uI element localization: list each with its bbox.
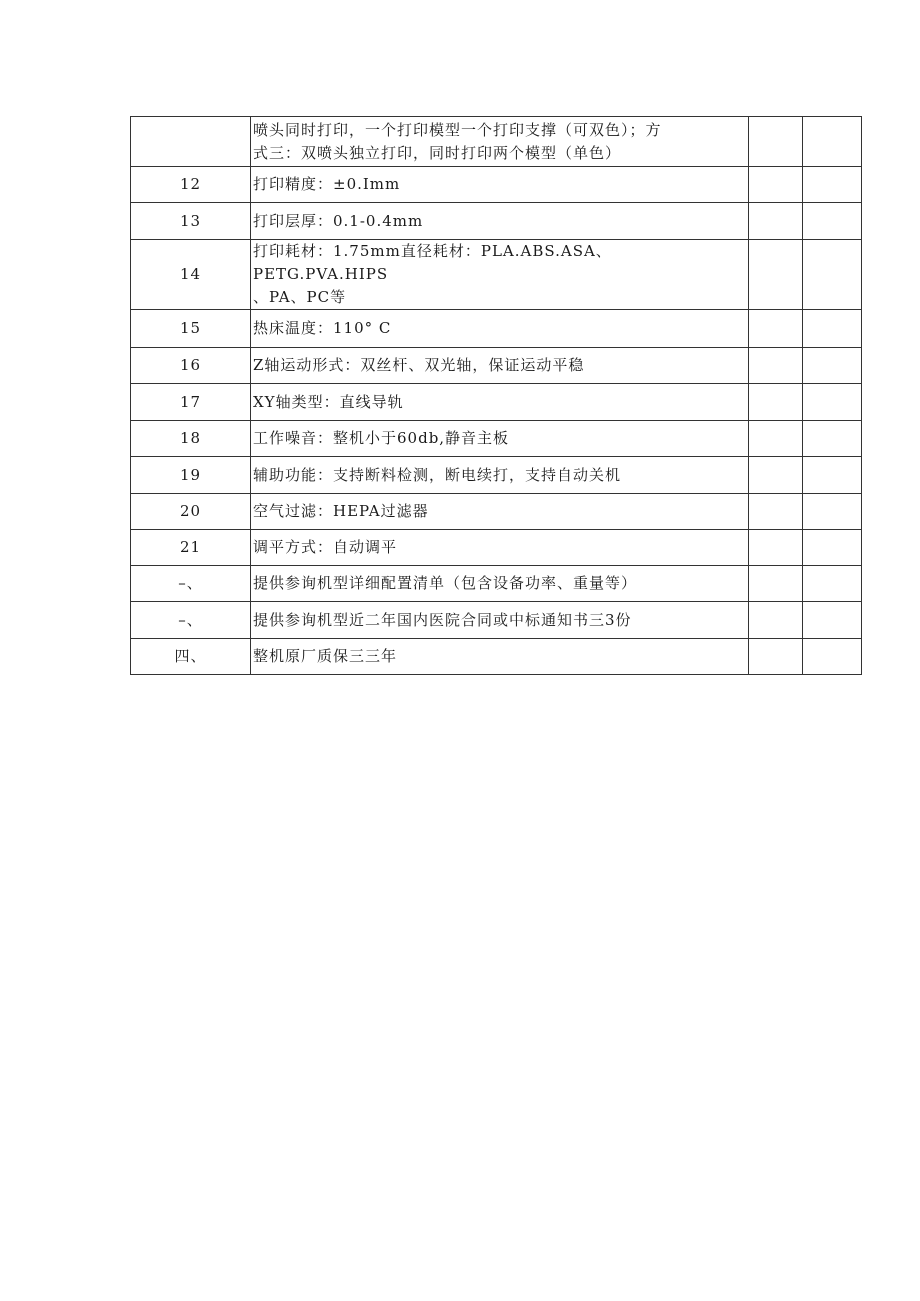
response-cell: [749, 310, 803, 348]
response-cell: [749, 348, 803, 384]
row-description: [251, 117, 749, 167]
response-cell: [749, 421, 803, 457]
table-row: [131, 348, 862, 384]
row-description: [251, 639, 749, 675]
table-row: [131, 421, 862, 457]
description-line: 打印耗材：1.75mm直径耗材：PLA.ABS.ASA、PETG.PVA.HIPS: [253, 242, 612, 283]
response-cell: [749, 240, 803, 310]
response-cell: [749, 457, 803, 494]
description-line: 提供参询机型详细配置清单（包含设备功率、重量等）: [253, 574, 638, 592]
remark-cell: [803, 384, 862, 421]
row-number: 16: [131, 348, 251, 384]
response-cell: [749, 494, 803, 530]
response-cell: [749, 203, 803, 240]
row-description: [251, 530, 749, 566]
row-description: [251, 602, 749, 639]
response-cell: [749, 530, 803, 566]
row-number: 18: [131, 421, 251, 457]
row-number: [131, 117, 251, 167]
row-description: [251, 421, 749, 457]
response-cell: [749, 384, 803, 421]
remark-cell: [803, 240, 862, 310]
remark-cell: [803, 310, 862, 348]
table-row: [131, 530, 862, 566]
row-description: [251, 240, 749, 310]
row-description: [251, 310, 749, 348]
description-line: 、PA、PC等: [253, 288, 347, 306]
description-line: 整机原厂质保三三年: [253, 647, 398, 665]
row-number: 14: [131, 240, 251, 310]
remark-cell: [803, 348, 862, 384]
table-row: [131, 117, 862, 167]
row-number: 20: [131, 494, 251, 530]
response-cell: [749, 566, 803, 602]
description-line: 式三：双喷头独立打印，同时打印两个模型（单色）: [253, 143, 622, 162]
remark-cell: [803, 566, 862, 602]
remark-cell: [803, 494, 862, 530]
row-description: [251, 494, 749, 530]
description-line: 打印层厚：0.1-0.4mm: [253, 211, 424, 230]
description-line: XY轴类型：直线导轨: [253, 392, 404, 411]
row-number: 17: [131, 384, 251, 421]
description-line: 工作噪音：整机小于60db,静音主板: [253, 429, 510, 447]
table-row: [131, 203, 862, 240]
description-line: 调平方式：自动调平: [253, 538, 398, 556]
row-description: [251, 167, 749, 203]
table-row: [131, 494, 862, 530]
row-number: –、: [131, 566, 251, 602]
row-number: 四、: [131, 639, 251, 675]
row-description: [251, 384, 749, 421]
description-line: 空气过滤：HEPA过滤器: [253, 502, 429, 520]
remark-cell: [803, 203, 862, 240]
row-number: 19: [131, 457, 251, 494]
description-line: 辅助功能：支持断料检测，断电续打，支持自动关机: [253, 465, 622, 484]
table-row: [131, 457, 862, 494]
table-row: [131, 167, 862, 203]
table-row: [131, 384, 862, 421]
response-cell: [749, 639, 803, 675]
remark-cell: [803, 167, 862, 203]
table-row: [131, 602, 862, 639]
remark-cell: [803, 530, 862, 566]
row-number: 13: [131, 203, 251, 240]
description-line: 提供参询机型近二年国内医院合同或中标通知书三3份: [253, 610, 632, 629]
row-number: 21: [131, 530, 251, 566]
remark-cell: [803, 602, 862, 639]
table-row: [131, 310, 862, 348]
table-row: [131, 639, 862, 675]
description-line: 热床温度：110° C: [253, 319, 392, 337]
remark-cell: [803, 117, 862, 167]
description-line: 喷头同时打印，一个打印模型一个打印支撑（可双色）；方: [253, 120, 662, 139]
row-description: [251, 203, 749, 240]
row-description: [251, 566, 749, 602]
row-number: –、: [131, 602, 251, 639]
spec-table: [130, 116, 862, 675]
description-line: Z轴运动形式：双丝杆、双光轴，保证运动平稳: [253, 356, 585, 374]
table-row: [131, 566, 862, 602]
row-description: [251, 348, 749, 384]
remark-cell: [803, 639, 862, 675]
row-number: 15: [131, 310, 251, 348]
description-line: 打印精度：±0.Imm: [253, 175, 401, 193]
row-number: 12: [131, 167, 251, 203]
remark-cell: [803, 421, 862, 457]
table-row: [131, 240, 862, 310]
response-cell: [749, 167, 803, 203]
row-description: [251, 457, 749, 494]
response-cell: [749, 602, 803, 639]
remark-cell: [803, 457, 862, 494]
response-cell: [749, 117, 803, 167]
